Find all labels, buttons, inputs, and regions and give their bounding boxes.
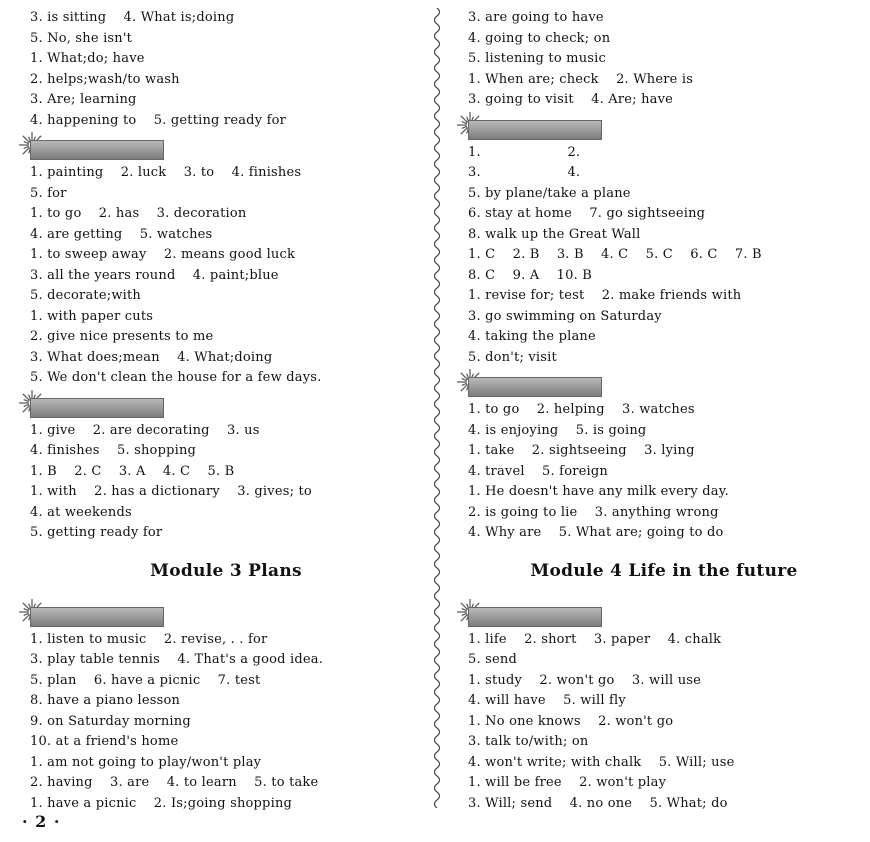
header-banner — [30, 607, 164, 627]
answer-line: 3. Will; send 4. no one 5. What; do — [468, 795, 728, 811]
answer-line: 6. stay at home 7. go sightseeing — [468, 206, 706, 221]
answer-line: 2. having 3. are 4. to learn 5. to take — [30, 775, 319, 790]
header-banner — [30, 398, 164, 418]
section-header-bar — [456, 598, 860, 630]
answer-line: 4. are getting 5. watches — [30, 226, 213, 242]
answer-line: 1. to sweep away 2. means good luck — [30, 247, 296, 262]
header-banner — [30, 140, 164, 160]
answer-line: 10. at a friend's home — [30, 734, 179, 749]
answer-line: 1. with paper cuts — [30, 308, 154, 324]
answer-line: 1. He doesn't have any milk every day. — [468, 484, 729, 499]
answer-line: 4. travel 5. foreign — [468, 463, 608, 479]
answer-line: 5. by plane/take a plane — [468, 185, 631, 201]
answer-line: 4. at weekends — [30, 504, 132, 520]
answer-line: 1. No one knows 2. won't go — [468, 713, 674, 729]
answer-line: 5. decorate;with — [30, 288, 142, 303]
page-number: · 2 · — [22, 812, 61, 831]
answer-line: 1. revise for; test 2. make friends with — [468, 288, 742, 303]
answer-line: 8. have a piano lesson — [30, 693, 181, 708]
answer-line: 1. B 2. C 3. A 4. C 5. B — [30, 463, 235, 479]
answer-line: 1. with 2. has a dictionary 3. gives; to — [30, 484, 312, 499]
answer-line: 1. C 2. B 3. B 4. C 5. C 6. C 7. B — [468, 247, 762, 262]
answer-line: 4. happening to 5. getting ready for — [30, 112, 287, 128]
answer-line: 5. don't; visit — [468, 349, 557, 365]
answer-line: 2. give nice presents to me — [30, 329, 214, 344]
answer-line: 2. helps;wash/to wash — [30, 71, 180, 87]
answer-line: 3. Are; learning — [30, 92, 137, 107]
right-column — [468, 8, 860, 814]
header-banner — [468, 607, 602, 627]
left-column — [30, 8, 422, 814]
answer-line: 3. going to visit 4. Are; have — [468, 92, 674, 107]
answer-line: 3. What does;mean 4. What;doing — [30, 349, 273, 365]
answer-line: 5. No, she isn't — [30, 30, 133, 46]
answer-line: 4. Why are 5. What are; going to do — [468, 525, 724, 540]
answer-line: 5. for — [30, 185, 67, 201]
answer-line: 5. getting ready for — [30, 525, 163, 540]
answer-line: 5. listening to music — [468, 51, 606, 66]
answer-line: 4. taking the plane — [468, 329, 596, 344]
answer-line: 5. plan 6. have a picnic 7. test — [30, 672, 261, 688]
answer-line: 1. to go 2. helping 3. watches — [468, 402, 695, 417]
answer-line: 1. will be free 2. won't play — [468, 775, 667, 790]
answer-line: 8. C 9. A 10. B — [468, 267, 593, 283]
answer-line: 4. won't write; with chalk 5. Will; use — [468, 754, 735, 770]
section-header-bar — [456, 111, 860, 143]
answer-line: 9. on Saturday morning — [30, 713, 191, 729]
answer-line: 4. finishes 5. shopping — [30, 443, 197, 458]
answer-line: 4. is enjoying 5. is going — [468, 422, 647, 438]
section-header-bar — [456, 368, 860, 400]
answer-line: 3. 4. — [468, 165, 581, 180]
section-header-bar — [18, 598, 422, 630]
answer-line: 1. am not going to play/won't play — [30, 754, 262, 770]
answer-line: 1. 2. — [468, 144, 581, 160]
answer-line: 1. What;do; have — [30, 51, 145, 66]
answer-line: 3. talk to/with; on — [468, 734, 589, 749]
answer-line: 3. are going to have — [468, 10, 604, 25]
section-header-bar — [18, 389, 422, 421]
header-banner — [468, 377, 602, 397]
answer-line: 2. is going to lie 3. anything wrong — [468, 504, 719, 520]
answer-line: 1. give 2. are decorating 3. us — [30, 422, 260, 438]
column-divider — [431, 8, 443, 808]
answer-line: 3. go swimming on Saturday — [468, 308, 662, 324]
module-title: Module 4 Life in the future — [530, 560, 798, 581]
answer-line: 1. When are; check 2. Where is — [468, 71, 694, 87]
answer-line: 3. is sitting 4. What is;doing — [30, 10, 235, 25]
header-banner — [468, 120, 602, 140]
answer-line: 5. We don't clean the house for a few days. — [30, 370, 322, 385]
section-header-bar — [18, 131, 422, 163]
answer-line: 1. have a picnic 2. Is;going shopping — [30, 795, 293, 811]
answer-line: 1. life 2. short 3. paper 4. chalk — [468, 631, 722, 647]
answer-line: 5. send — [468, 652, 517, 667]
answer-line: 8. walk up the Great Wall — [468, 226, 641, 242]
answer-line: 4. will have 5. will fly — [468, 693, 626, 708]
answer-line: 3. play table tennis 4. That's a good idea. — [30, 652, 324, 667]
answer-line: 4. going to check; on — [468, 30, 611, 46]
answer-line: 1. take 2. sightseeing 3. lying — [468, 443, 695, 458]
answer-line: 3. all the years round 4. paint;blue — [30, 267, 279, 283]
module-title: Module 3 Plans — [150, 560, 302, 581]
answer-line: 1. study 2. won't go 3. will use — [468, 672, 702, 688]
answer-line: 1. painting 2. luck 3. to 4. finishes — [30, 165, 302, 180]
answer-line: 1. listen to music 2. revise, . . for — [30, 631, 268, 647]
answer-line: 1. to go 2. has 3. decoration — [30, 206, 247, 221]
